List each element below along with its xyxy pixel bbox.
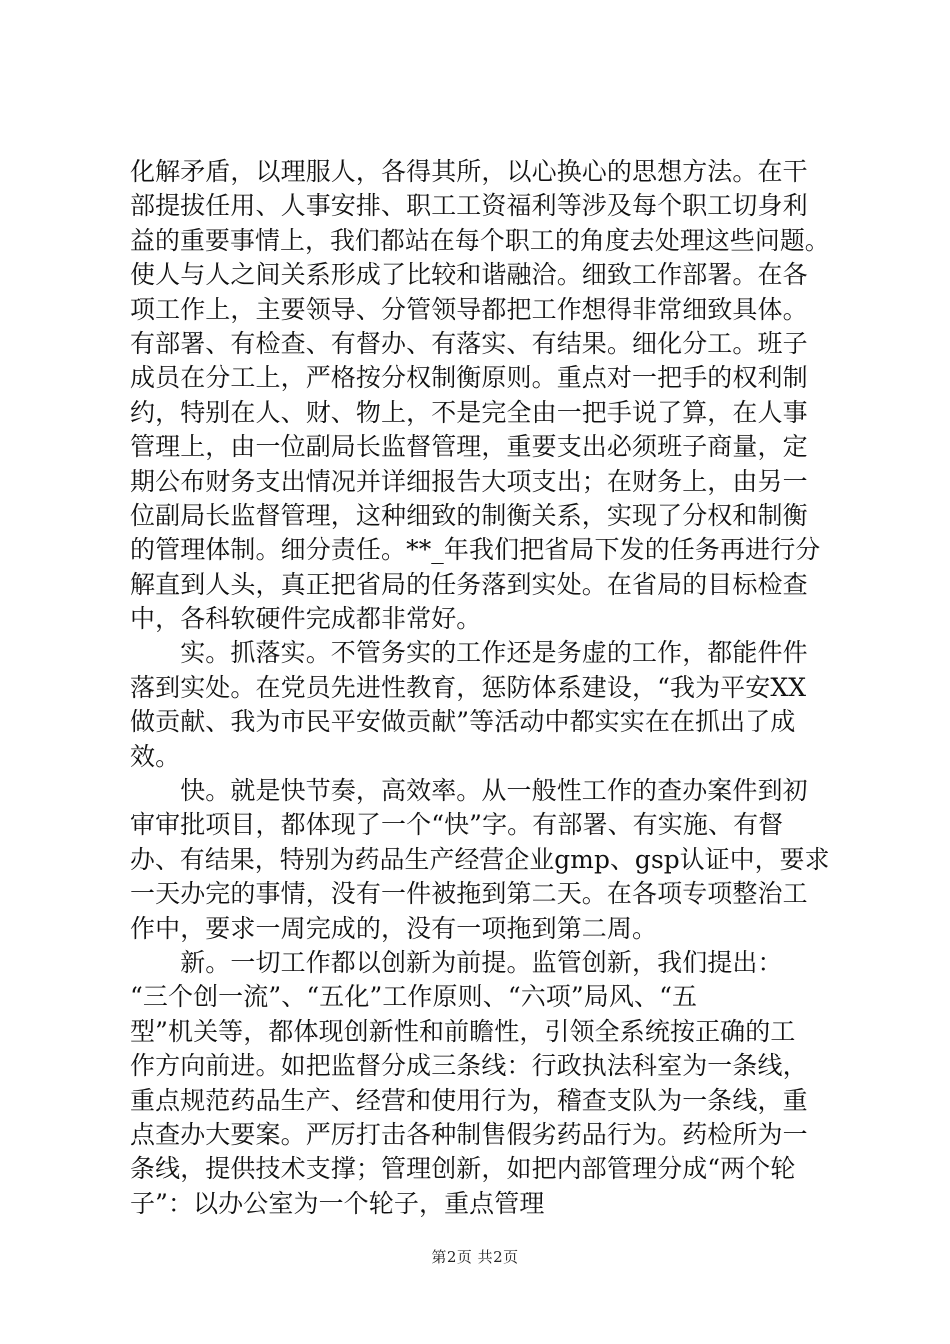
text-line: 化解矛盾，以理服人，各得其所，以心换心的思想方法。在干 (130, 157, 808, 186)
text-line: 作方向前进。如把监督分成三条线：行政执法科室为一条线， (130, 1051, 808, 1081)
text-line: 管理上，由一位副局长监督管理，重要支出必须班子商量，定 (130, 432, 808, 462)
page-footer: 第2页 共2页 (431, 1248, 519, 1266)
text-line: 使人与人之间关系形成了比较和谐融洽。细致工作部署。在各 (130, 260, 808, 290)
text-line: 益的重要事情上，我们都站在每个职工的角度去处理这些问题。 (130, 225, 830, 255)
text-line: 新。一切工作都以创新为前提。监管创新，我们提出： (130, 947, 783, 977)
text-line: 成员在分工上，严格按分权制衡原则。重点对一把手的权利制 (130, 363, 808, 393)
text-line: “三个创一流”、“五化”工作原则、“六项”局风、“五 (130, 982, 698, 1012)
text-line: 实。抓落实。不管务实的工作还是务虚的工作，都能件件 (130, 638, 808, 668)
text-line: 落到实处。在党员先进性教育，惩防体系建设，“我为平安XX (130, 672, 807, 702)
text-line: 位副局长监督管理，这种细致的制衡关系，实现了分权和制衡 (130, 500, 808, 530)
text-line: 有部署、有检查、有督办、有落实、有结果。细化分工。班子 (130, 328, 808, 358)
text-line: 项工作上，主要领导、分管领导都把工作想得非常细致具体。 (130, 294, 808, 324)
text-line: 点查办大要案。严厉打击各种制售假劣药品行为。药检所为一 (130, 1119, 808, 1149)
text-line: 部提拔任用、人事安排、职工工资福利等涉及每个职工切身利 (130, 191, 808, 221)
text-line: 条线，提供技术支撑；管理创新，如把内部管理分成“两个轮 (130, 1154, 796, 1184)
text-line: 一天办完的事情，没有一件被拖到第二天。在各项专项整治工 (130, 879, 808, 909)
text-line: 效。 (130, 741, 181, 771)
text-line: 审审批项目，都体现了一个“快”字。有部署、有实施、有督 (130, 810, 784, 840)
text-line: 中，各科软硬件完成都非常好。 (130, 604, 482, 634)
text-line: 解直到人头，真正把省局的任务落到实处。在省局的目标检查 (130, 569, 808, 599)
text-line: 约，特别在人、财、物上，不是完全由一把手说了算，在人事 (130, 397, 808, 427)
text-line: 期公布财务支出情况并详细报告大项支出；在财务上，由另一 (130, 466, 808, 496)
text-line: 重点规范药品生产、经营和使用行为，稽查支队为一条线，重 (130, 1085, 808, 1115)
text-line: 办、有结果，特别为药品生产经营企业gmp、gsp认证中，要求 (130, 844, 830, 874)
text-line: 型”机关等，都体现创新性和前瞻性，引领全系统按正确的工 (130, 1016, 796, 1046)
text-line: 做贡献、我为市民平安做贡献”等活动中都实实在在抓出了成 (130, 707, 796, 737)
body-text (130, 155, 830, 1221)
text-line: 子”：以办公室为一个轮子，重点管理 (130, 1188, 545, 1218)
text-line: 作中，要求一周完成的，没有一项拖到第二周。 (130, 913, 658, 943)
text-line: 的管理体制。细分责任。**_年我们把省局下发的任务再进行分 (130, 535, 821, 565)
text-line: 快。就是快节奏，高效率。从一般性工作的查办案件到初 (130, 776, 808, 806)
